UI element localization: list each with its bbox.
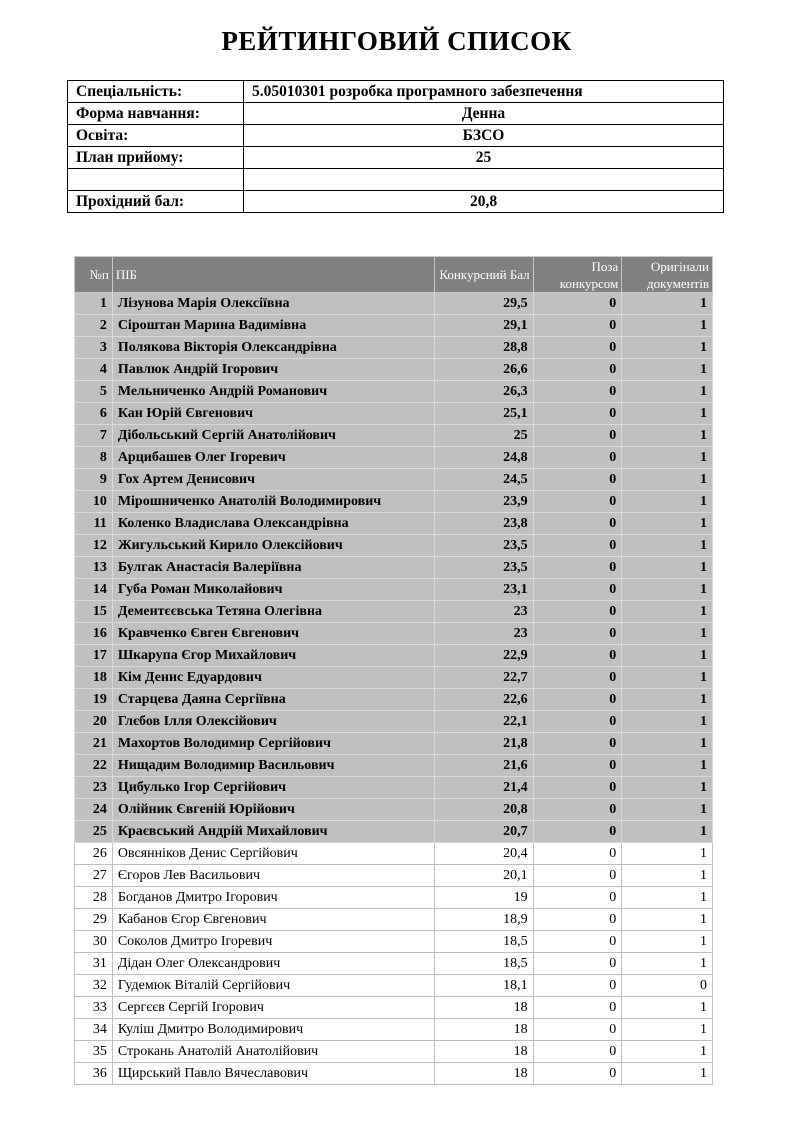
info-row [68, 147, 724, 169]
info-row [68, 81, 724, 103]
row-out-of-competition: 0 [533, 777, 622, 799]
row-originals: 1 [622, 953, 713, 975]
row-name: Гох Артем Денисович [112, 469, 434, 491]
row-score: 18 [435, 1041, 534, 1063]
row-score: 18 [435, 1063, 534, 1085]
row-score: 21,6 [435, 755, 534, 777]
table-row [75, 865, 713, 887]
table-row [75, 1063, 713, 1085]
table-row [75, 535, 713, 557]
info-label: Прохідний бал: [68, 191, 244, 213]
row-out-of-competition: 0 [533, 931, 622, 953]
row-out-of-competition: 0 [533, 513, 622, 535]
header-score: Конкурсний Бал [435, 257, 534, 293]
row-score: 18 [435, 997, 534, 1019]
row-number: 30 [75, 931, 113, 953]
table-row [75, 469, 713, 491]
row-out-of-competition: 0 [533, 623, 622, 645]
row-originals: 1 [622, 931, 713, 953]
row-out-of-competition: 0 [533, 975, 622, 997]
row-originals: 1 [622, 1019, 713, 1041]
row-score: 20,4 [435, 843, 534, 865]
row-number: 34 [75, 1019, 113, 1041]
row-out-of-competition: 0 [533, 491, 622, 513]
row-number: 10 [75, 491, 113, 513]
row-score: 24,8 [435, 447, 534, 469]
info-row [68, 103, 724, 125]
table-row [75, 557, 713, 579]
table-row [75, 909, 713, 931]
row-originals: 1 [622, 425, 713, 447]
row-name: Кім Денис Едуардович [112, 667, 434, 689]
row-out-of-competition: 0 [533, 887, 622, 909]
row-name: Шкарупа Єгор Михайлович [112, 645, 434, 667]
row-name: Дібольський Сергій Анатолійович [112, 425, 434, 447]
row-name: Гудемюк Віталій Сергійович [112, 975, 434, 997]
table-row [75, 799, 713, 821]
row-score: 20,1 [435, 865, 534, 887]
row-name: Жигульський Кирило Олексійович [112, 535, 434, 557]
row-number: 33 [75, 997, 113, 1019]
row-number: 22 [75, 755, 113, 777]
row-out-of-competition: 0 [533, 997, 622, 1019]
row-score: 26,6 [435, 359, 534, 381]
info-value: 25 [244, 147, 724, 169]
table-row [75, 513, 713, 535]
table-row [75, 777, 713, 799]
row-score: 21,4 [435, 777, 534, 799]
row-number: 7 [75, 425, 113, 447]
row-number: 27 [75, 865, 113, 887]
row-number: 1 [75, 293, 113, 315]
row-name: Соколов Дмитро Ігоревич [112, 931, 434, 953]
info-table [67, 80, 724, 213]
row-out-of-competition: 0 [533, 601, 622, 623]
row-score: 29,5 [435, 293, 534, 315]
row-out-of-competition: 0 [533, 579, 622, 601]
row-out-of-competition: 0 [533, 667, 622, 689]
row-name: Махортов Володимир Сергійович [112, 733, 434, 755]
table-row [75, 315, 713, 337]
table-row [75, 381, 713, 403]
row-out-of-competition: 0 [533, 645, 622, 667]
info-row [68, 169, 724, 191]
row-name: Лізунова Марія Олексіївна [112, 293, 434, 315]
row-originals: 1 [622, 1041, 713, 1063]
row-score: 28,8 [435, 337, 534, 359]
row-name: Сіроштан Марина Вадимівна [112, 315, 434, 337]
row-score: 25 [435, 425, 534, 447]
table-row [75, 1041, 713, 1063]
row-score: 18,9 [435, 909, 534, 931]
row-out-of-competition: 0 [533, 821, 622, 843]
row-out-of-competition: 0 [533, 689, 622, 711]
row-name: Овсянніков Денис Сергійович [112, 843, 434, 865]
row-out-of-competition: 0 [533, 447, 622, 469]
row-name: Булгак Анастасія Валеріївна [112, 557, 434, 579]
info-table-body [68, 81, 724, 213]
row-number: 8 [75, 447, 113, 469]
table-row [75, 667, 713, 689]
row-out-of-competition: 0 [533, 469, 622, 491]
row-number: 5 [75, 381, 113, 403]
row-originals: 1 [622, 315, 713, 337]
row-number: 23 [75, 777, 113, 799]
row-number: 21 [75, 733, 113, 755]
row-name: Арцибашев Олег Ігоревич [112, 447, 434, 469]
row-originals: 1 [622, 909, 713, 931]
row-score: 18,1 [435, 975, 534, 997]
row-name: Глєбов Ілля Олексійович [112, 711, 434, 733]
table-row [75, 887, 713, 909]
row-number: 17 [75, 645, 113, 667]
row-number: 6 [75, 403, 113, 425]
table-row [75, 579, 713, 601]
row-originals: 1 [622, 843, 713, 865]
info-value: 20,8 [244, 191, 724, 213]
row-score: 21,8 [435, 733, 534, 755]
row-out-of-competition: 0 [533, 843, 622, 865]
row-name: Павлюк Андрій Ігорович [112, 359, 434, 381]
row-name: Олійник Євгеній Юрійович [112, 799, 434, 821]
row-number: 3 [75, 337, 113, 359]
row-name: Мельниченко Андрій Романович [112, 381, 434, 403]
row-out-of-competition: 0 [533, 1063, 622, 1085]
info-value [244, 169, 724, 191]
row-number: 28 [75, 887, 113, 909]
row-name: Куліш Дмитро Володимирович [112, 1019, 434, 1041]
table-row [75, 491, 713, 513]
row-name: Мірошниченко Анатолій Володимирович [112, 491, 434, 513]
row-originals: 1 [622, 799, 713, 821]
table-row [75, 931, 713, 953]
row-originals: 1 [622, 711, 713, 733]
row-name: Кабанов Єгор Євгенович [112, 909, 434, 931]
table-row [75, 843, 713, 865]
row-originals: 1 [622, 997, 713, 1019]
table-row [75, 359, 713, 381]
row-score: 29,1 [435, 315, 534, 337]
row-number: 4 [75, 359, 113, 381]
row-number: 15 [75, 601, 113, 623]
row-name: Кравченко Євген Євгенович [112, 623, 434, 645]
row-out-of-competition: 0 [533, 1041, 622, 1063]
row-out-of-competition: 0 [533, 755, 622, 777]
row-number: 19 [75, 689, 113, 711]
table-row [75, 425, 713, 447]
row-name: Щирський Павло Вячеславович [112, 1063, 434, 1085]
row-name: Коленко Владислава Олександрівна [112, 513, 434, 535]
row-out-of-competition: 0 [533, 953, 622, 975]
row-score: 18,5 [435, 931, 534, 953]
rating-table-body [75, 293, 713, 1085]
row-name: Полякова Вікторія Олександрівна [112, 337, 434, 359]
row-number: 32 [75, 975, 113, 997]
row-originals: 1 [622, 403, 713, 425]
row-originals: 1 [622, 579, 713, 601]
info-row [68, 191, 724, 213]
row-out-of-competition: 0 [533, 381, 622, 403]
table-row [75, 447, 713, 469]
rating-table [74, 256, 713, 1085]
row-name: Краєвський Андрій Михайлович [112, 821, 434, 843]
row-out-of-competition: 0 [533, 337, 622, 359]
row-name: Губа Роман Миколайович [112, 579, 434, 601]
row-number: 31 [75, 953, 113, 975]
row-number: 2 [75, 315, 113, 337]
row-out-of-competition: 0 [533, 733, 622, 755]
row-originals: 1 [622, 645, 713, 667]
row-originals: 1 [622, 381, 713, 403]
row-number: 16 [75, 623, 113, 645]
row-number: 14 [75, 579, 113, 601]
row-number: 24 [75, 799, 113, 821]
table-row [75, 689, 713, 711]
row-originals: 1 [622, 733, 713, 755]
row-number: 29 [75, 909, 113, 931]
row-originals: 1 [622, 469, 713, 491]
row-originals: 1 [622, 777, 713, 799]
rating-table-header [75, 257, 713, 293]
row-name: Кан Юрій Євгенович [112, 403, 434, 425]
row-originals: 1 [622, 557, 713, 579]
row-number: 25 [75, 821, 113, 843]
row-originals: 1 [622, 623, 713, 645]
row-out-of-competition: 0 [533, 359, 622, 381]
row-number: 18 [75, 667, 113, 689]
row-originals: 1 [622, 491, 713, 513]
row-name: Богданов Дмитро Ігорович [112, 887, 434, 909]
table-row [75, 337, 713, 359]
info-label: Спеціальність: [68, 81, 244, 103]
page-title: РЕЙТИНГОВИЙ СПИСОК [221, 26, 572, 56]
header-row [75, 257, 713, 293]
header-originals: Оригінали документів [622, 257, 713, 293]
row-number: 11 [75, 513, 113, 535]
row-out-of-competition: 0 [533, 799, 622, 821]
table-row [75, 293, 713, 315]
row-score: 23,8 [435, 513, 534, 535]
info-row [68, 125, 724, 147]
row-score: 18 [435, 1019, 534, 1041]
row-out-of-competition: 0 [533, 293, 622, 315]
row-name: Старцева Даяна Сергіївна [112, 689, 434, 711]
row-number: 26 [75, 843, 113, 865]
row-originals: 1 [622, 535, 713, 557]
row-number: 9 [75, 469, 113, 491]
table-row [75, 953, 713, 975]
table-row [75, 623, 713, 645]
info-value: Денна [244, 103, 724, 125]
table-row [75, 1019, 713, 1041]
row-out-of-competition: 0 [533, 711, 622, 733]
row-originals: 1 [622, 359, 713, 381]
row-originals: 1 [622, 689, 713, 711]
info-label [68, 169, 244, 191]
row-originals: 1 [622, 865, 713, 887]
header-name: ПІБ [112, 257, 434, 293]
row-score: 24,5 [435, 469, 534, 491]
info-value: БЗСО [244, 125, 724, 147]
row-out-of-competition: 0 [533, 909, 622, 931]
row-number: 13 [75, 557, 113, 579]
row-score: 20,7 [435, 821, 534, 843]
row-name: Сергєєв Сергій Ігорович [112, 997, 434, 1019]
row-originals: 1 [622, 513, 713, 535]
row-name: Дементєєвська Тетяна Олегівна [112, 601, 434, 623]
header-out-of-competition: Поза конкурсом [533, 257, 622, 293]
row-out-of-competition: 0 [533, 403, 622, 425]
table-row [75, 821, 713, 843]
row-name: Дідан Олег Олександрович [112, 953, 434, 975]
table-row [75, 997, 713, 1019]
row-score: 25,1 [435, 403, 534, 425]
row-score: 19 [435, 887, 534, 909]
info-value: 5.05010301 розробка програмного забезпечення [244, 81, 724, 103]
row-out-of-competition: 0 [533, 557, 622, 579]
row-score: 23,5 [435, 557, 534, 579]
row-originals: 1 [622, 755, 713, 777]
table-row [75, 733, 713, 755]
row-score: 23,5 [435, 535, 534, 557]
row-originals: 1 [622, 667, 713, 689]
table-row [75, 601, 713, 623]
row-score: 26,3 [435, 381, 534, 403]
info-label: Форма навчання: [68, 103, 244, 125]
row-originals: 1 [622, 821, 713, 843]
row-originals: 1 [622, 1063, 713, 1085]
row-originals: 1 [622, 293, 713, 315]
row-score: 23 [435, 601, 534, 623]
table-row [75, 711, 713, 733]
row-score: 22,1 [435, 711, 534, 733]
row-originals: 1 [622, 337, 713, 359]
row-out-of-competition: 0 [533, 425, 622, 447]
row-score: 23,1 [435, 579, 534, 601]
row-number: 12 [75, 535, 113, 557]
row-out-of-competition: 0 [533, 1019, 622, 1041]
info-label: Освіта: [68, 125, 244, 147]
table-row [75, 645, 713, 667]
table-row [75, 975, 713, 997]
row-originals: 1 [622, 887, 713, 909]
row-out-of-competition: 0 [533, 535, 622, 557]
row-score: 22,9 [435, 645, 534, 667]
row-score: 22,6 [435, 689, 534, 711]
header-num: №п [75, 257, 113, 293]
row-name: Нищадим Володимир Васильович [112, 755, 434, 777]
row-name: Цибулько Ігор Сергійович [112, 777, 434, 799]
row-out-of-competition: 0 [533, 865, 622, 887]
row-number: 20 [75, 711, 113, 733]
row-originals: 1 [622, 447, 713, 469]
row-score: 22,7 [435, 667, 534, 689]
row-name: Строкань Анатолій Анатолійович [112, 1041, 434, 1063]
row-score: 23,9 [435, 491, 534, 513]
info-label: План прийому: [68, 147, 244, 169]
row-number: 36 [75, 1063, 113, 1085]
row-name: Єгоров Лев Васильович [112, 865, 434, 887]
row-score: 20,8 [435, 799, 534, 821]
row-score: 23 [435, 623, 534, 645]
row-originals: 0 [622, 975, 713, 997]
table-row [75, 403, 713, 425]
table-row [75, 755, 713, 777]
row-score: 18,5 [435, 953, 534, 975]
row-number: 35 [75, 1041, 113, 1063]
row-out-of-competition: 0 [533, 315, 622, 337]
row-originals: 1 [622, 601, 713, 623]
